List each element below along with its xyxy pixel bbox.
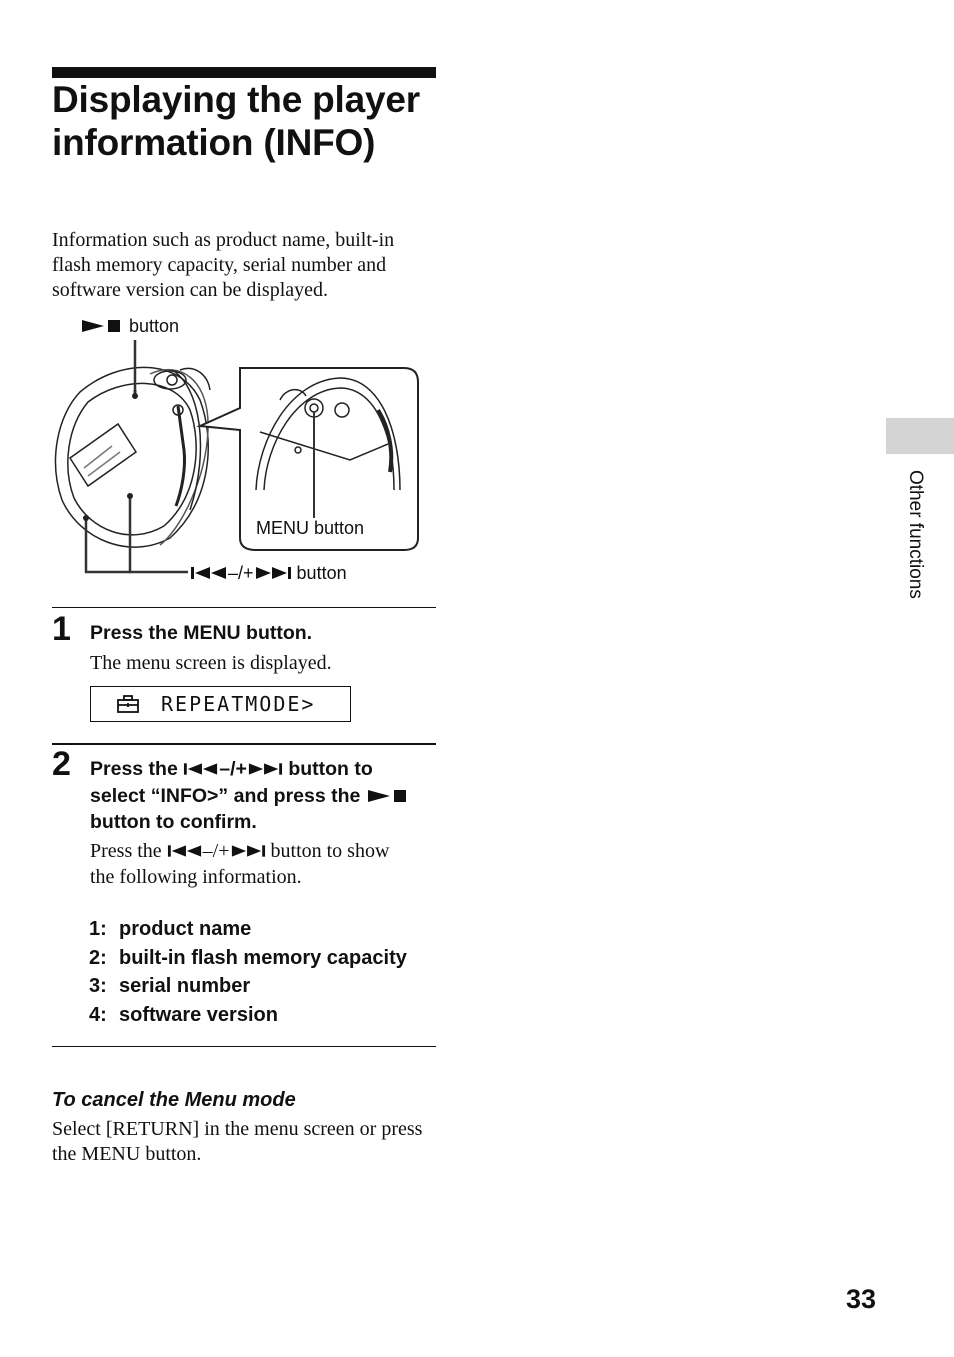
skip-forward-icon <box>230 843 266 859</box>
cancel-text: Select [RETURN] in the menu screen or press the MENU button. <box>52 1118 423 1165</box>
title-bar <box>52 67 436 78</box>
skip-forward-icon <box>247 761 283 777</box>
step1-instruction: Press the MENU button. <box>90 622 313 644</box>
list-item: 1: product name <box>89 918 252 940</box>
play-stop-button-callout <box>80 316 179 336</box>
page-number: 33 <box>845 1284 876 1314</box>
step2-number: 2 <box>52 745 71 783</box>
step2-instr-d: button to confirm. <box>90 811 257 833</box>
play-stop-label: button <box>129 316 180 336</box>
toolbox-icon <box>117 695 139 713</box>
step2-body-a: Press the <box>90 840 162 862</box>
step1-divider <box>52 607 436 608</box>
section-tab <box>886 418 954 454</box>
step2-body-sep: –/+ <box>202 840 230 862</box>
step2-instruction <box>90 756 440 836</box>
step2-instr-b: button to <box>288 758 373 780</box>
step2-end-divider <box>52 1046 436 1047</box>
step2-body <box>90 838 440 890</box>
skip-back-icon <box>183 761 219 777</box>
skip-back-icon <box>190 565 228 581</box>
play-stop-icon <box>366 788 410 804</box>
step1-result: The menu screen is displayed. <box>90 652 332 674</box>
list-item: 2: built-in flash memory capacity <box>89 946 407 969</box>
step2-instr-a: Press the <box>90 758 178 780</box>
skip-label: button <box>296 563 347 583</box>
cancel-heading: To cancel the Menu mode <box>52 1089 296 1111</box>
step2-instr-c: select “INFO>” and press the <box>90 784 361 807</box>
intro-text: Information such as product name, built-in flash memory capacity, serial number and software version can be displayed. <box>52 229 395 301</box>
step2-body-b: button to show <box>270 840 390 862</box>
list-item: 4: software version <box>89 1004 278 1027</box>
skip-back-icon <box>167 843 203 859</box>
list-item: 3: serial number <box>89 975 251 998</box>
step2-instr-sep: –/+ <box>219 758 247 780</box>
step2-body-c: the following information. <box>90 866 302 888</box>
step2-divider <box>52 743 436 745</box>
section-label: Other functions <box>905 470 926 599</box>
play-stop-icon <box>80 318 124 334</box>
lcd-display <box>90 686 351 722</box>
player-illustration <box>50 340 430 590</box>
skip-forward-icon <box>254 565 292 581</box>
page-title: Displaying the player information (INFO) <box>52 79 420 163</box>
menu-button-callout: MENU button <box>256 518 365 538</box>
lcd-text: REPEATMODE> <box>161 692 316 716</box>
step1-number: 1 <box>52 610 71 648</box>
info-list <box>89 915 407 1030</box>
skip-button-callout <box>190 563 347 583</box>
skip-separator: –/+ <box>228 563 254 583</box>
